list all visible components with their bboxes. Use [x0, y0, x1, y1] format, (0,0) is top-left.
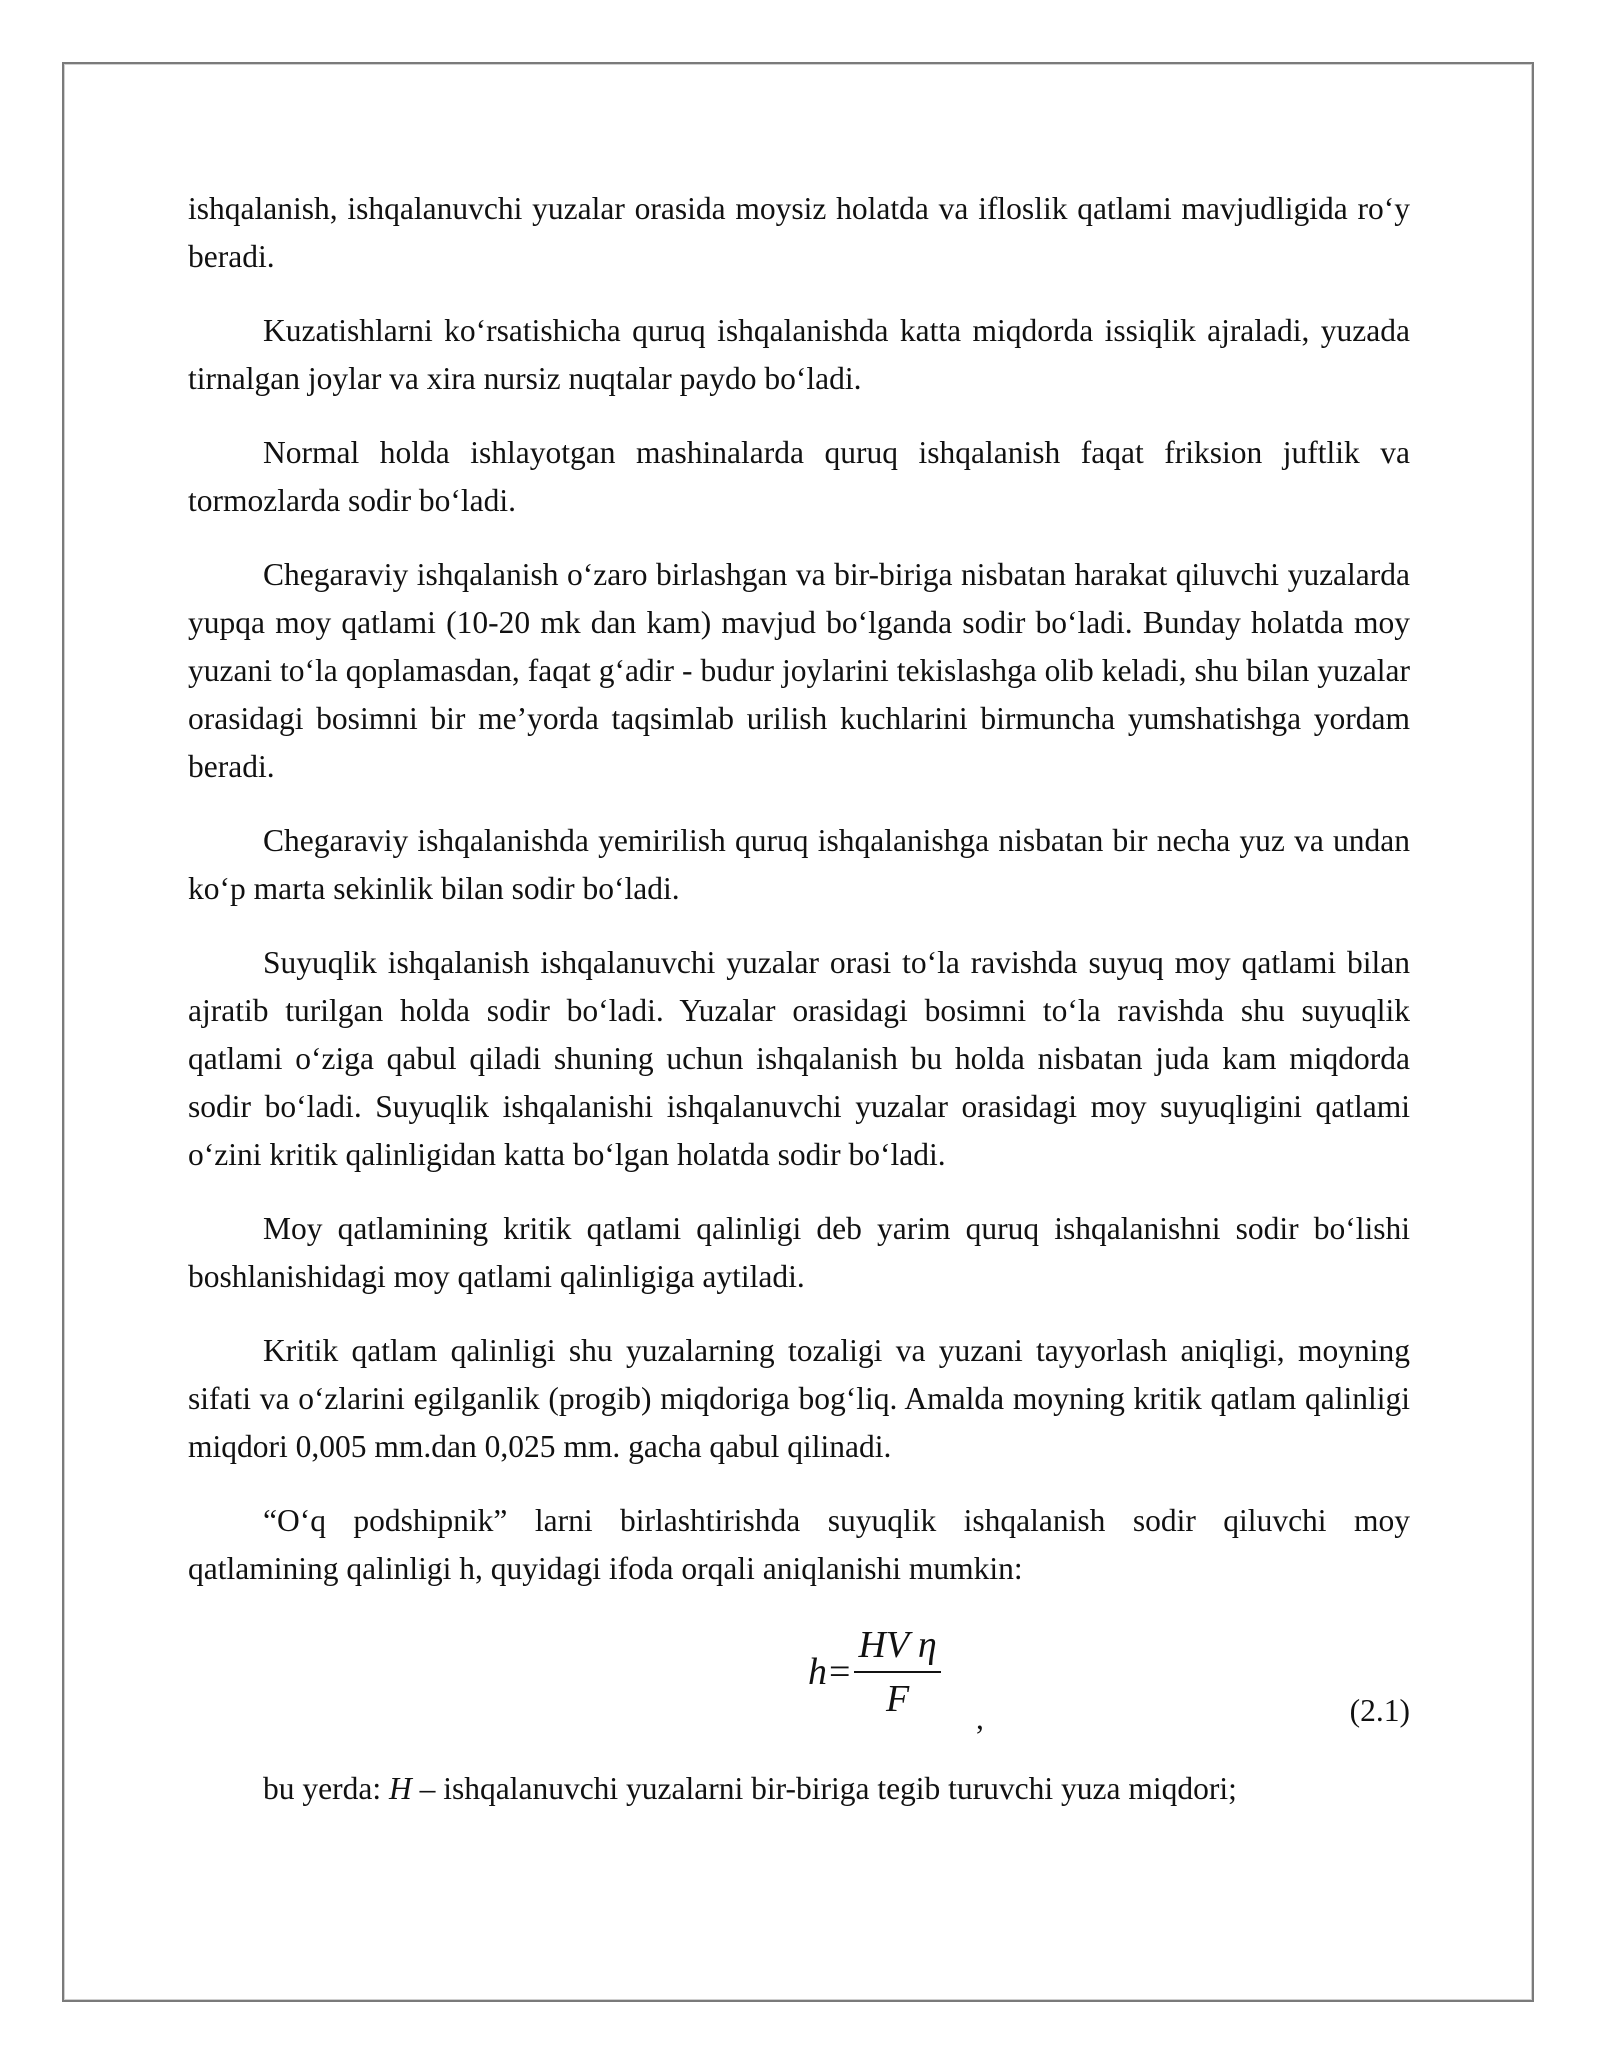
formula-equals: = — [829, 1651, 851, 1693]
paragraph-4: Chegaraviy ishqalanish o‘zaro birlashgan va bir-biriga nisbatan harakat qiluvchi yuzalarda yupqa moy qatlami (10-20 mk dan kam) mavjud bo‘lganda sodir bo‘ladi. Bunday holatda moy yuzani to‘la qoplamasdan, faqat g‘adir - budur joylarini tekislashga olib keladi, shu bilan yuzalar orasidagi bosimni bir me’yorda taqsimlab urilish kuchlarini birmuncha yumshatishga yordam beradi. — [188, 557, 1410, 784]
formula-lhs: h — [808, 1651, 827, 1693]
paragraph-5: Chegaraviy ishqalanishda yemirilish quruq ishqalanishga nisbatan bir necha yuz va undan ko‘p marta sekinlik bilan sodir bo‘ladi. — [188, 823, 1410, 906]
equation-number: (2.1) — [1349, 1693, 1410, 1728]
formula-block — [188, 1619, 1410, 1747]
formula-denominator: F — [885, 1678, 910, 1720]
where-prefix: bu yerda: — [263, 1771, 389, 1806]
paragraph-2: Kuzatishlarni ko‘rsatishicha quruq ishqalanishda katta miqdorda issiqlik ajraladi, yuzada tirnalgan joylar va xira nursiz nuqtalar paydo bo‘ladi. — [188, 313, 1410, 396]
paragraph-9: “O‘q podshipnik” larni birlashtirishda suyuqlik ishqalanish sodir qiluvchi moy qatlamining qalinligi h, quyidagi ifoda orqali aniqlanishi mumkin: — [188, 1503, 1410, 1586]
formula-comma: , — [976, 1701, 984, 1736]
paragraph-8: Kritik qatlam qalinligi shu yuzalarning tozaligi va yuzani tayyorlash aniqligi, moyning sifati va o‘zlarini egilganlik (progib) miqdoriga bog‘liq. Amalda moyning kritik qatlam qalinligi miqdori 0,005 mm.dan 0,025 mm. gacha qabul qilinadi. — [188, 1333, 1410, 1464]
where-line — [188, 1765, 1410, 1813]
where-symbol: H — [388, 1771, 412, 1806]
paragraph-6: Suyuqlik ishqalanish ishqalanuvchi yuzalar orasi to‘la ravishda suyuq moy qatlami bilan ajratib turilgan holda sodir bo‘ladi. Yuzalar orasidagi bosimni to‘la ravishda shu suyuqlik qatlami o‘ziga qabul qiladi shuning uchun ishqalanish bu holda nisbatan juda kam miqdorda sodir bo‘ladi. Suyuqlik ishqalanishi ishqalanuvchi yuzalar orasidagi moy suyuqligini qatlami o‘zini kritik qalinligidan katta bo‘lgan holatda sodir bo‘ladi. — [188, 945, 1410, 1172]
formula-numerator: HV η — [858, 1624, 937, 1666]
where-text: – ishqalanuvchi yuzalarni bir-biriga tegib turuvchi yuza miqdori; — [411, 1771, 1237, 1806]
paragraph-7: Moy qatlamining kritik qatlami qalinligi deb yarim quruq ishqalanishni sodir bo‘lishi boshlanishidagi moy qatlami qalinligiga aytiladi. — [188, 1211, 1410, 1294]
formula-fraction — [854, 1623, 940, 1721]
formula-equation — [808, 1623, 941, 1721]
paragraph-1: ishqalanish, ishqalanuvchi yuzalar orasida moysiz holatda va ifloslik qatlami mavjudligida ro‘y beradi. — [188, 191, 1410, 274]
document-body — [188, 185, 1410, 1813]
paragraph-3: Normal holda ishlayotgan mashinalarda quruq ishqalanish faqat friksion juftlik va tormozlarda sodir bo‘ladi. — [188, 435, 1410, 518]
